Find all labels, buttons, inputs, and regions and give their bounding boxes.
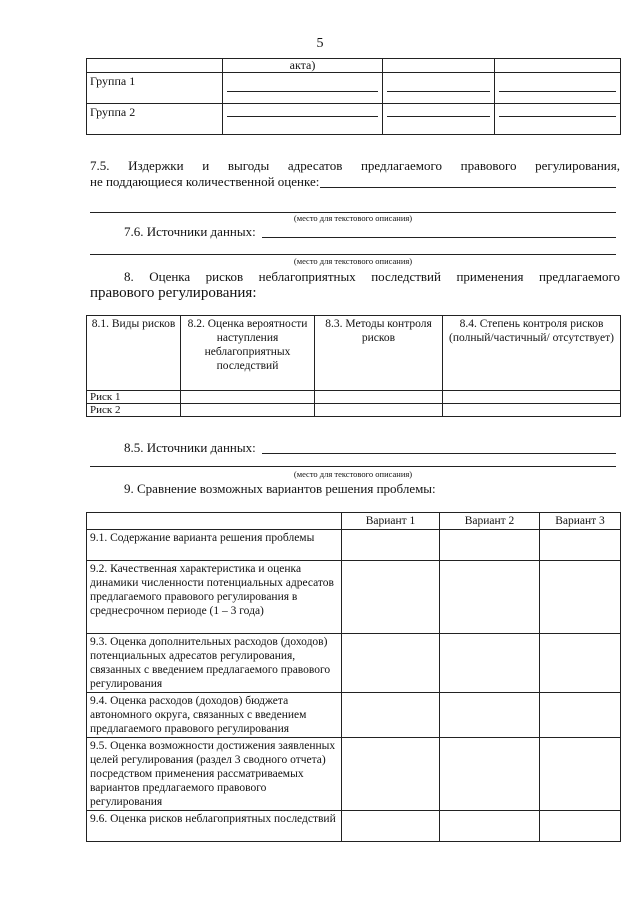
table-cell bbox=[440, 561, 540, 634]
table-cell bbox=[315, 404, 443, 417]
table-row bbox=[87, 634, 621, 693]
table-cell bbox=[540, 738, 621, 811]
table-cell bbox=[443, 391, 621, 404]
fill-line bbox=[90, 254, 616, 255]
fill-line bbox=[320, 187, 616, 188]
row-label: 9.5. Оценка возможности достижения заявленных целей регулирования (раздел 3 сводного отчета) посредством применения рассматриваемых вариантов предлагаемого правового регулирования bbox=[87, 738, 342, 811]
table-row bbox=[87, 738, 621, 811]
table-cell bbox=[87, 59, 223, 73]
group-label: Группа 1 bbox=[87, 73, 223, 104]
section-7-6-text: 7.6. Источники данных: bbox=[124, 224, 256, 239]
table-cell bbox=[440, 811, 540, 842]
table-header-row bbox=[87, 513, 621, 530]
table-cell bbox=[315, 391, 443, 404]
table-cell bbox=[383, 104, 495, 135]
row-label: 9.4. Оценка расходов (доходов) бюджета автономного округа, связанных с введением предлагаемого правового регулирования bbox=[87, 693, 342, 738]
fill-line bbox=[262, 453, 616, 454]
table-cell bbox=[540, 811, 621, 842]
table-cell bbox=[342, 561, 440, 634]
column-header: Вариант 2 bbox=[440, 513, 540, 530]
table-header-row bbox=[87, 316, 621, 391]
row-label: 9.3. Оценка дополнительных расходов (доходов) потенциальных адресатов регулирования, связанных с введением предлагаемого правового регулирования bbox=[87, 634, 342, 693]
table-cell bbox=[440, 738, 540, 811]
table-cell bbox=[383, 73, 495, 104]
column-header: Вариант 3 bbox=[540, 513, 621, 530]
table-cell bbox=[342, 738, 440, 811]
table-row bbox=[87, 811, 621, 842]
caption: (место для текстового описания) bbox=[293, 256, 413, 266]
column-header: 8.1. Виды рисков bbox=[87, 316, 181, 391]
section-8-text: 8. Оценка рисков неблагоприятных последствий применения предлагаемого bbox=[124, 269, 620, 284]
risk-label: Риск 1 bbox=[87, 391, 181, 404]
section-7-5-text: 7.5. Издержки и выгоды адресатов предлагаемого правового регулирования, bbox=[90, 158, 620, 173]
variants-table bbox=[86, 512, 621, 842]
table-cell bbox=[540, 693, 621, 738]
table-row bbox=[87, 693, 621, 738]
caption: (место для текстового описания) bbox=[293, 213, 413, 223]
table-cell bbox=[342, 530, 440, 561]
table-cell bbox=[495, 59, 621, 73]
table-cell bbox=[342, 634, 440, 693]
table-cell bbox=[342, 811, 440, 842]
costs-table-continuation bbox=[86, 58, 621, 135]
table-cell bbox=[540, 530, 621, 561]
section-8-5-text: 8.5. Источники данных: bbox=[124, 440, 256, 455]
table-cell bbox=[540, 561, 621, 634]
table-cell bbox=[440, 530, 540, 561]
section-7-5-text-line2: не поддающиеся количественной оценке: bbox=[90, 174, 320, 189]
table-cell bbox=[223, 73, 383, 104]
table-cell bbox=[181, 391, 315, 404]
section-8-text-line2: правового регулирования: bbox=[90, 285, 257, 301]
table-cell bbox=[495, 73, 621, 104]
table-cell bbox=[443, 404, 621, 417]
table-cell: акта) bbox=[223, 59, 383, 73]
caption: (место для текстового описания) bbox=[293, 469, 413, 479]
page-number: 5 bbox=[316, 36, 324, 51]
group-label: Группа 2 bbox=[87, 104, 223, 135]
column-header: 8.3. Методы контроля рисков bbox=[315, 316, 443, 391]
fill-line bbox=[262, 237, 616, 238]
table-row bbox=[87, 59, 621, 73]
row-label: 9.6. Оценка рисков неблагоприятных последствий bbox=[87, 811, 342, 842]
fill-line bbox=[90, 466, 616, 467]
table-cell bbox=[342, 693, 440, 738]
table-row bbox=[87, 561, 621, 634]
table-cell bbox=[87, 513, 342, 530]
table-cell bbox=[540, 634, 621, 693]
table-row bbox=[87, 530, 621, 561]
table-cell bbox=[223, 104, 383, 135]
column-header: 8.4. Степень контроля рисков (полный/частичный/ отсутствует) bbox=[443, 316, 621, 391]
table-row bbox=[87, 404, 621, 417]
column-header: Вариант 1 bbox=[342, 513, 440, 530]
table-row bbox=[87, 391, 621, 404]
section-9-text: 9. Сравнение возможных вариантов решения проблемы: bbox=[124, 481, 436, 496]
table-cell bbox=[440, 634, 540, 693]
table-cell bbox=[495, 104, 621, 135]
table-cell bbox=[440, 693, 540, 738]
table-cell bbox=[181, 404, 315, 417]
risk-table bbox=[86, 315, 621, 417]
column-header: 8.2. Оценка вероятности наступления неблагоприятных последствий bbox=[181, 316, 315, 391]
row-label: 9.1. Содержание варианта решения проблемы bbox=[87, 530, 342, 561]
table-cell bbox=[383, 59, 495, 73]
row-label: 9.2. Качественная характеристика и оценка динамики численности потенциальных адресатов предлагаемого правового регулирования в среднесрочном периоде (1 – 3 года) bbox=[87, 561, 342, 634]
risk-label: Риск 2 bbox=[87, 404, 181, 417]
table-row bbox=[87, 104, 621, 135]
table-row bbox=[87, 73, 621, 104]
